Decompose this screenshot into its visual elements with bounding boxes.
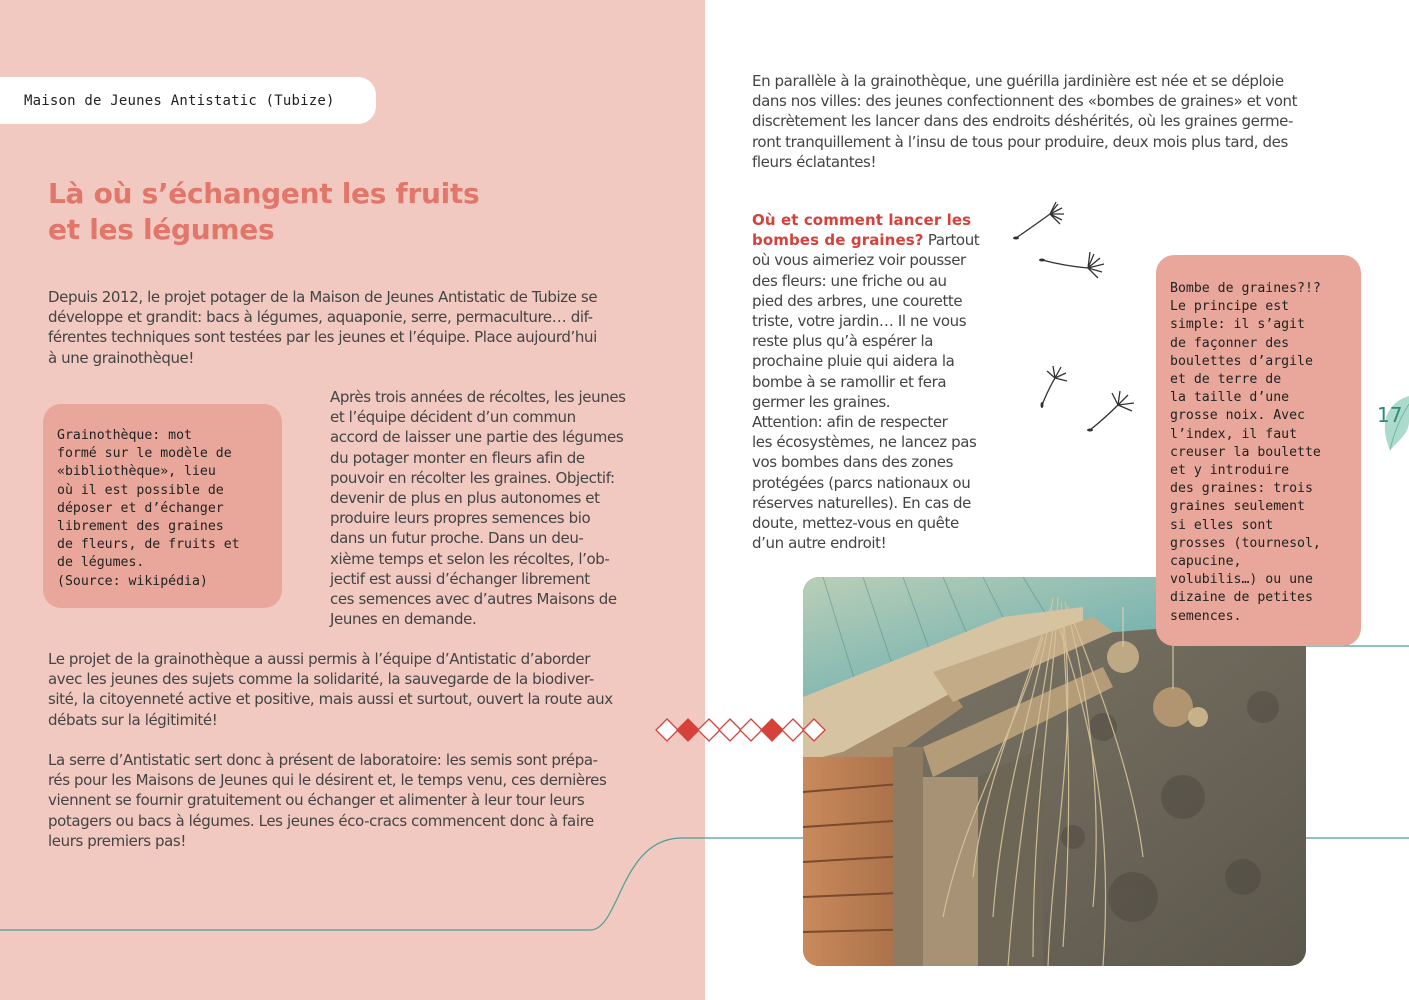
- box-line: déposer et d’échanger: [57, 500, 224, 516]
- title-line: et les légumes: [48, 213, 275, 246]
- diamond-outline: [803, 719, 825, 741]
- box-line: et y introduire: [1170, 463, 1290, 479]
- text-line: du potager monter en fleurs afin de: [330, 448, 585, 467]
- page-number: 17: [1377, 403, 1403, 427]
- box-line: des graines: trois: [1170, 481, 1313, 497]
- text-line: doute, mettez-vous en quête: [752, 514, 959, 533]
- text-line: xième temps et selon les récoltes, l’ob-: [330, 549, 610, 568]
- text-line: La serre d’Antistatic sert donc à présent de laboratoire: les semis sont prépa-: [48, 751, 598, 769]
- box-line: creuser la boulette: [1170, 444, 1321, 460]
- text-line: fleurs éclatantes!: [752, 152, 877, 171]
- greenhouse-paragraph: [48, 750, 662, 851]
- box-line: si elles sont: [1170, 517, 1274, 533]
- text-line: rés pour les Maisons de Jeunes qui le désirent et, le temps venu, ces dernières: [48, 771, 607, 790]
- text-line: férentes techniques sont testées par les jeunes et l’équipe. Place aujourd’hui: [48, 328, 597, 347]
- box-line: dizaine de petites: [1170, 590, 1313, 606]
- text-line: où vous aimeriez voir pousser: [752, 251, 966, 270]
- where-to-throw-column: [752, 210, 996, 553]
- box-line: Grainothèque: mot: [57, 428, 192, 443]
- text-line: Depuis 2012, le projet potager de la Maison de Jeunes Antistatic de Tubize se: [48, 288, 598, 306]
- page-title: [48, 176, 608, 248]
- text-line: d’un autre endroit!: [752, 534, 887, 553]
- guerrilla-intro: [752, 71, 1364, 172]
- box-line: volubilis…) ou une: [1170, 572, 1313, 588]
- seed-bomb-box: [1156, 255, 1361, 646]
- solidarity-paragraph: [48, 649, 662, 730]
- text-line: vos bombes dans des zones: [752, 453, 954, 472]
- text-line: protégées (parcs nationaux ou: [752, 473, 971, 492]
- diamond-outline: [656, 719, 678, 741]
- diamond-filled: [761, 719, 783, 741]
- box-line: grosse noix. Avec: [1170, 408, 1305, 424]
- box-line: simple: il s’agit: [1170, 317, 1305, 333]
- text-line: En parallèle à la grainothèque, une guérilla jardinière est née et se déploie: [752, 72, 1284, 90]
- dandelion-seed-icon: [1010, 200, 1150, 440]
- box-line: de façonner des: [1170, 335, 1290, 351]
- text-line: et l’équipe décident d’un commun: [330, 408, 576, 427]
- organization-tag: Maison de Jeunes Antistatic (Tubize): [0, 77, 376, 124]
- box-line: et de terre de: [1170, 372, 1282, 388]
- box-line: capucine,: [1170, 554, 1242, 570]
- harvest-column: [330, 387, 662, 629]
- diamond-outline: [740, 719, 762, 741]
- text-line: reste plus qu’à espérer la: [752, 332, 934, 351]
- box-line: librement des graines: [57, 519, 224, 535]
- text-line: devenir de plus en plus autonomes et: [330, 489, 600, 508]
- text-line: Après trois années de récoltes, les jeunes: [330, 388, 626, 406]
- text-line: accord de laisser une partie des légumes: [330, 428, 624, 447]
- box-line: (Source: wikipédia): [57, 573, 208, 589]
- diamond-outline: [719, 719, 741, 741]
- text-line: débats sur la légitimité!: [48, 710, 218, 729]
- diamond-divider: [654, 716, 830, 744]
- title-line: Là où s’échangent les fruits: [48, 177, 480, 210]
- text-line: sité, la citoyenneté active et positive, mais aussi et surtout, ouvert la route aux: [48, 690, 613, 709]
- text-line: des fleurs: une friche ou au: [752, 271, 947, 290]
- text-line: dans un futur proche. Dans un deu-: [330, 529, 584, 548]
- box-line: de fleurs, de fruits et: [57, 537, 240, 553]
- box-line: l’index, il faut: [1170, 426, 1298, 442]
- intro-paragraph: [48, 287, 662, 368]
- text-line: Attention: afin de respecter: [752, 413, 948, 432]
- text-line: discrètement les lancer dans des endroits déshérités, où les graines germe-: [752, 112, 1294, 131]
- diamond-outline: [698, 719, 720, 741]
- box-line: Bombe de graines?!?: [1170, 281, 1321, 296]
- text-line: les écosystèmes, ne lancez pas: [752, 433, 977, 452]
- text-line: germer les graines.: [752, 392, 891, 411]
- definition-box: [43, 404, 282, 608]
- text-line: jectif est aussi d’échanger librement: [330, 569, 590, 588]
- text-line: leurs premiers pas!: [48, 831, 186, 850]
- diamond-outline: [782, 719, 804, 741]
- heading-tail: Partout: [923, 231, 980, 250]
- box-line: la taille d’une: [1170, 390, 1290, 406]
- box-line: formé sur le modèle de: [57, 446, 232, 462]
- box-line: «bibliothèque», lieu: [57, 464, 216, 480]
- section-heading: Où et comment lancer les: [752, 211, 972, 229]
- text-line: bombe à se ramollir et fera: [752, 372, 947, 391]
- text-line: prochaine pluie qui aidera la: [752, 352, 955, 371]
- text-line: Le projet de la grainothèque a aussi permis à l’équipe d’Antistatic d’aborder: [48, 650, 591, 668]
- text-line: ces semences avec d’autres Maisons de: [330, 590, 617, 609]
- text-line: viennent se fournir gratuitement ou échanger et alimenter à leur tour leurs: [48, 791, 585, 810]
- text-line: avec les jeunes des sujets comme la solidarité, la sauvegarde de la biodiver-: [48, 670, 594, 689]
- diamond-filled: [677, 719, 699, 741]
- box-line: semences.: [1170, 608, 1242, 624]
- text-line: produire leurs propres semences bio: [330, 509, 591, 528]
- box-line: graines seulement: [1170, 499, 1305, 515]
- box-line: de légumes.: [57, 555, 145, 571]
- text-line: ront tranquillement à l’insu de tous pour produire, deux mois plus tard, des: [752, 132, 1288, 151]
- text-line: potagers ou bacs à légumes. Les jeunes éco-cracs commencent donc à faire: [48, 811, 594, 830]
- text-line: à une grainothèque!: [48, 348, 194, 367]
- box-line: boulettes d’argile: [1170, 353, 1313, 369]
- text-line: pied des arbres, une courette: [752, 291, 963, 310]
- text-line: pouvoir en récolter les graines. Objectif:: [330, 468, 615, 487]
- section-heading: bombes de graines?: [752, 231, 924, 250]
- box-line: où il est possible de: [57, 482, 224, 498]
- text-line: réserves naturelles). En cas de: [752, 493, 972, 512]
- text-line: Jeunes en demande.: [330, 610, 477, 629]
- box-line: Le principe est: [1170, 299, 1290, 315]
- text-line: triste, votre jardin… Il ne vous: [752, 312, 967, 331]
- box-line: grosses (tournesol,: [1170, 535, 1321, 551]
- text-line: dans nos villes: des jeunes confectionnent des «bombes de graines» et vont: [752, 92, 1298, 111]
- text-line: développe et grandit: bacs à légumes, aquaponie, serre, permaculture… dif-: [48, 308, 593, 327]
